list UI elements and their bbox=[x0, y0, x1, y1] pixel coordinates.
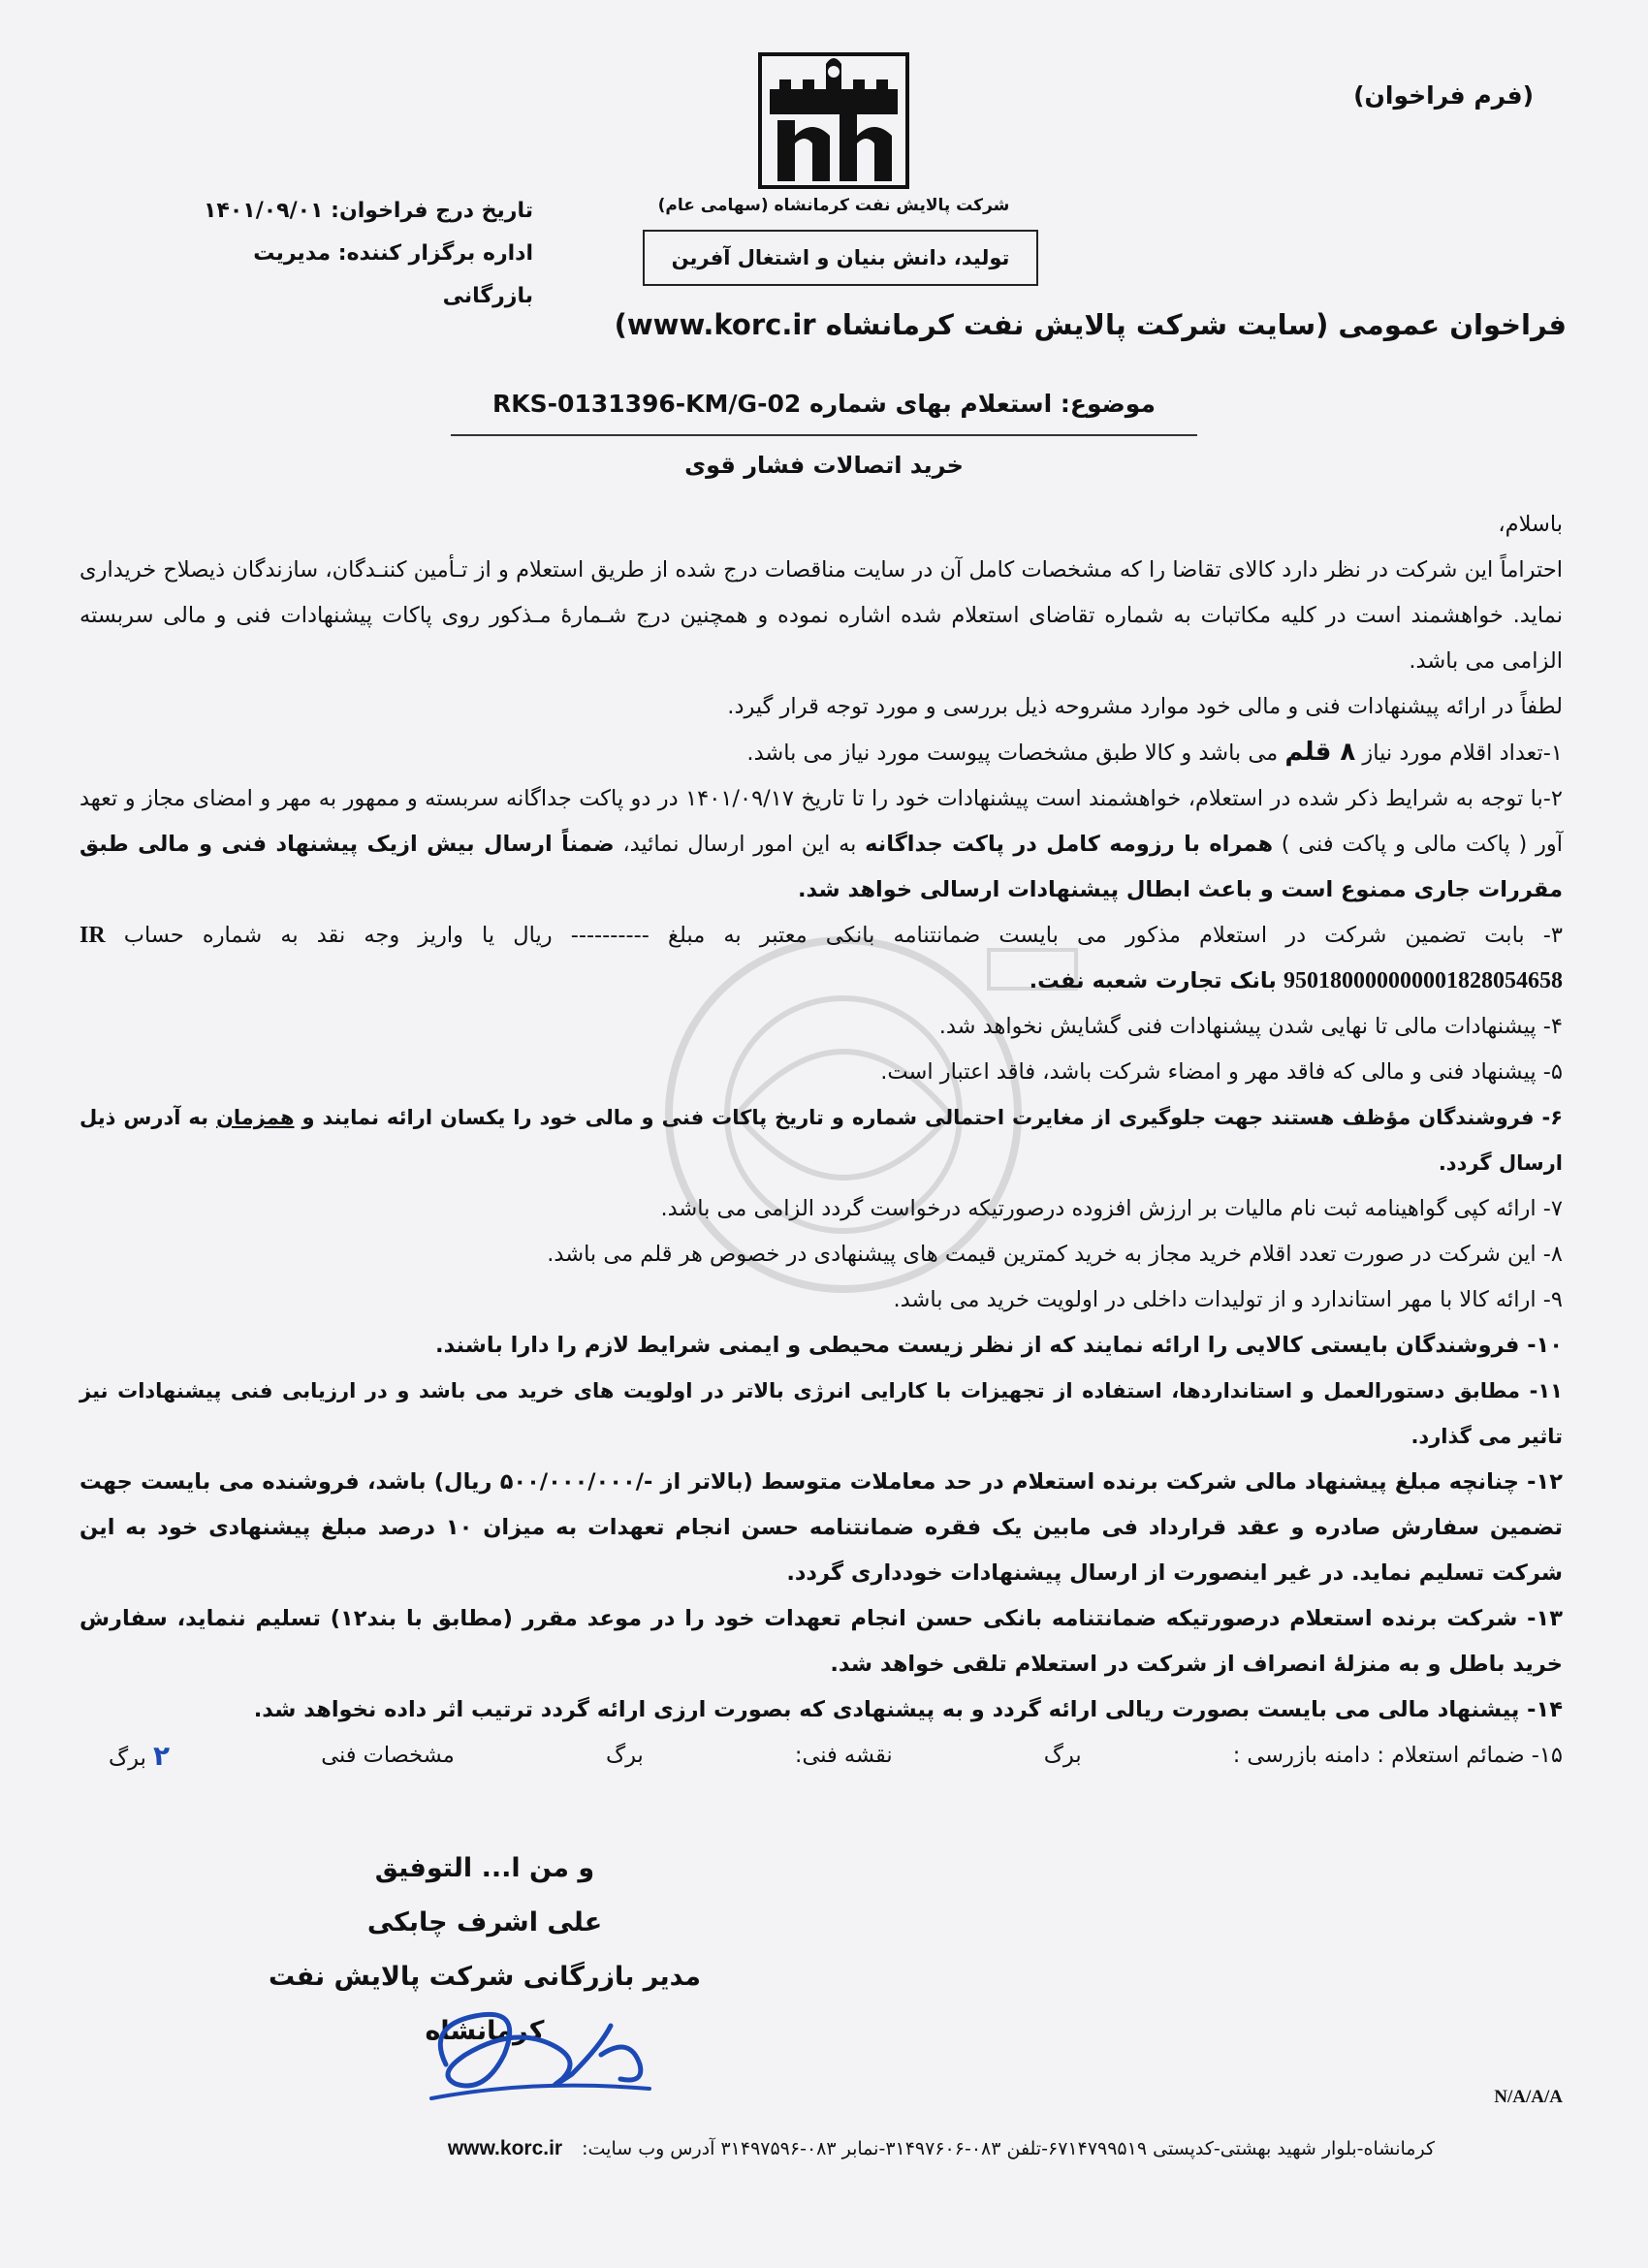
footer-address bbox=[213, 2137, 1435, 2160]
slogan-text: تولید، دانش بنیان و اشتغال آفرین bbox=[671, 246, 1010, 269]
specs-count bbox=[109, 1733, 170, 1781]
signatory-title: مدیر بازرگانی شرکت پالایش نفت کرمانشاه bbox=[269, 1962, 701, 2046]
condition-2-mid: به این امور ارسال نمائید، bbox=[622, 832, 857, 857]
specs-label: مشخصات فنی bbox=[321, 1743, 455, 1768]
condition-10: ۱۰- فروشندگان بایستی کالایی را ارائه نمایند که از نظر زیست محیطی و ایمنی شرایط لازم را دارا باشند. bbox=[435, 1333, 1563, 1358]
bank-branch: بانک تجارت شعبه نفت. bbox=[1029, 968, 1277, 993]
drawing-sheet-label: برگ bbox=[605, 1743, 644, 1768]
condition-6-lead: ۶- فروشندگان مؤظف هستند جهت جلوگیری از مغایرت احتمالی شماره و تاریخ پاکات فنی و مالی خود را یکسان ارائه نمایند و bbox=[301, 1106, 1564, 1129]
condition-5: ۵- پیشنهاد فنی و مالی که فاقد مهر و امضاء شرکت باشد، فاقد اعتبار است. bbox=[880, 1059, 1563, 1085]
form-label: (فرم فراخوان) bbox=[1353, 81, 1534, 110]
condition-4: ۴- پیشنهادات مالی تا نهایی شدن پیشنهادات فنی گشایش نخواهد شد. bbox=[938, 1014, 1563, 1039]
organizing-department: اداره برگزار کننده: مدیریت بازرگانی bbox=[253, 241, 533, 308]
condition-3-lead: ۳- بابت تضمین شرکت در استعلام مذکور می بایست ضمانتنامه بانکی معتبر به مبلغ ---------- ریال یا واریز وجه نقد به شماره حساب bbox=[123, 923, 1563, 948]
inquiry-title: خرید اتصالات فشار قوی bbox=[684, 452, 964, 479]
inquiry-subject: موضوع: استعلام بهای شماره RKS-0131396-KM/G-02 bbox=[492, 390, 1156, 418]
condition-9: ۹- ارائه کالا با مهر استاندارد و از تولیدات داخلی در اولویت خرید می باشد. bbox=[893, 1287, 1563, 1312]
attachments-label: ۱۵- ضمائم استعلام : دامنه بازرسی : bbox=[1232, 1743, 1563, 1768]
intro-paragraph: احتراماً این شرکت در نظر دارد کالای تقاضا را که مشخصات کامل آن در سایت مناقصات درج شده از طریق استعلام و از تـأمین کننـدگان، سازندگان ذیصلاح خریداری نماید. خواهشمند است در کلیه مکاتبات به شماره تقاضای استعلام شده اشاره نموده و همچنین درج شـمارهٔ مـذکور روی پاکات پیشنهادات فنی و مالی سربسته الزامی می باشد. bbox=[79, 557, 1563, 674]
condition-7: ۷- ارائه کپی گواهینامه ثبت نام مالیات بر ارزش افزوده درصورتیکه درخواست گردد الزامی می باشد. bbox=[660, 1196, 1563, 1221]
greeting: باسلام، bbox=[1498, 512, 1563, 537]
footer-address-text: کرمانشاه-بلوار شهید بهشتی-کدپستی ۶۷۱۴۷۹۹۵۱۹-تلفن ۰۸۳-۳۱۴۹۷۶۰۶-نمابر ۰۸۳-۳۱۴۹۷۵۹۶ آدرس وب سایت: bbox=[582, 2138, 1435, 2159]
condition-2-warning: ضمناً ارسال بیش ازیک پیشنهاد فنی و مالی طبق مقررات جاری ممنوع است و باعث ابطال پیشنهادات ارسالی خواهد شد. bbox=[79, 832, 1563, 902]
condition-11: ۱۱- مطابق دستورالعمل و استانداردها، استفاده از تجهیزات با کارایی انرژی بالاتر در اولویت های خرید می باشد و در ارزیابی فنی پیشنهادات نیز تاثیر می گذارد. bbox=[79, 1379, 1563, 1448]
inspection-sheet-label: برگ bbox=[1043, 1743, 1082, 1768]
condition-2-resume: همراه با رزومه کامل در پاکت جداگانه bbox=[865, 832, 1274, 857]
condition-2 bbox=[79, 776, 1563, 913]
condition-12: ۱۲- چنانچه مبلغ پیشنهاد مالی شرکت برنده استعلام در حد معاملات متوسط (بالاتر از -/۵۰۰/۰۰۰/۰۰۰ ریال) باشد، فروشنده می بایست جهت تضمین سفارش صادره و عقد قرارداد فی مابین یک فقره ضمانتنامه حسن انجام تعهدات به میزان ۱۰ درصد مبلغ پیشنهادی خود به این شرکت تسلیم نماید. در غیر اینصورت از ارسال پیشنهادات خودداری گردد. bbox=[79, 1469, 1564, 1586]
handwritten-signature bbox=[417, 1987, 669, 2113]
subject-underline bbox=[451, 434, 1197, 436]
condition-8: ۸- این شرکت در صورت تعدد اقلام خرید مجاز به خرید کمترین قیمت های پیشنهادی در خصوص هر قلم می باشد. bbox=[547, 1242, 1563, 1267]
company-logo bbox=[756, 50, 911, 191]
condition-1-tail: می باشد و کالا طبق مشخصات پیوست مورد نیاز می باشد. bbox=[746, 740, 1279, 766]
item-count: ۸ قلم bbox=[1284, 738, 1356, 767]
closing-phrase: و من ا... التوفیق bbox=[374, 1853, 595, 1883]
specs-sheet-label: برگ bbox=[109, 1746, 146, 1771]
signatory-name: علی اشرف چابکی bbox=[366, 1907, 603, 1937]
bank-account-number: IR 950180000000001828054658 bbox=[79, 923, 1563, 993]
notice-body bbox=[79, 502, 1563, 1781]
reference-code: N/A/A/A bbox=[1494, 2087, 1563, 2107]
condition-1 bbox=[79, 730, 1563, 776]
condition-2-lead: ۲-با توجه به شرایط ذکر شده در استعلام، خواهشمند است پیشنهادات خود را تا تاریخ ۱۴۰۱/۰۹/۱۷ در دو پاکت جداگانه سربسته و ممهور به مهر و امضای مجاز و تعهد آور ( پاکت مالی و پاکت فنی ) bbox=[79, 786, 1563, 857]
drawing-label: نقشه فنی: bbox=[794, 1743, 893, 1768]
specs-sheet-count: ۲ bbox=[153, 1740, 171, 1772]
condition-3 bbox=[79, 913, 1563, 1004]
request-paragraph: لطفاً در ارائه پیشنهادات فنی و مالی خود موارد مشروحه ذیل بررسی و مورد توجه قرار گیرد. bbox=[727, 694, 1563, 719]
condition-15-attachments bbox=[79, 1733, 1563, 1781]
company-name: شرکت پالایش نفت کرمانشاه (سهامی عام) bbox=[657, 196, 1010, 215]
slogan-box bbox=[643, 230, 1038, 286]
condition-6-tail: به آدرس ذیل ارسال گردد. bbox=[79, 1106, 1563, 1175]
condition-6 bbox=[79, 1095, 1563, 1186]
condition-14: ۱۴- پیشنهاد مالی می بایست بصورت ریالی ارائه گردد و به پیشنهادی که بصورت ارزی ارائه گردد ترتیب اثر داده نخواهد شد. bbox=[253, 1697, 1563, 1722]
notice-heading: فراخوان عمومی (سایت شرکت پالایش نفت کرمانشاه www.korc.ir) bbox=[614, 308, 1567, 341]
notice-date: تاریخ درج فراخوان: ۱۴۰۱/۰۹/۰۱ bbox=[204, 199, 533, 223]
condition-13: ۱۳- شرکت برنده استعلام درصورتیکه ضمانتنامه بانکی حسن انجام تعهدات خود را در موعد مقرر (مطابق با بند۱۲) تسلیم ننماید، سفارش خرید باطل و به منزلهٔ انصراف از شرکت در استعلام تلقی خواهد شد. bbox=[79, 1606, 1563, 1677]
condition-1-lead: ۱-تعداد اقلام مورد نیاز bbox=[1362, 740, 1563, 766]
condition-6-simultaneous: همزمان bbox=[216, 1106, 295, 1129]
notice-meta bbox=[165, 190, 533, 318]
footer-website[interactable]: www.korc.ir bbox=[447, 2137, 563, 2159]
